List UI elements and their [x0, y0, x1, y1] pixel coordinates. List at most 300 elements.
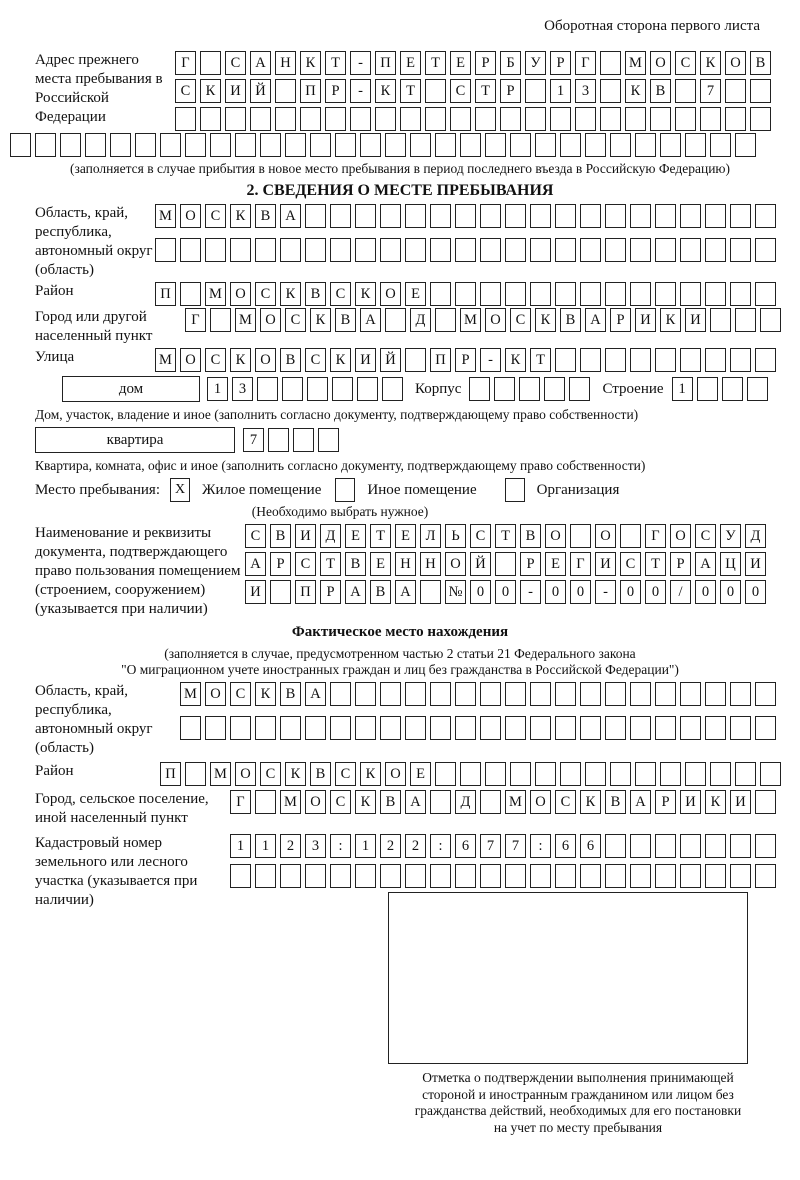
char-box[interactable] — [580, 348, 601, 372]
char-box[interactable] — [420, 580, 441, 604]
char-box[interactable]: И — [595, 552, 616, 576]
char-box[interactable]: : — [430, 834, 451, 858]
char-box[interactable]: 7 — [700, 79, 721, 103]
char-box[interactable] — [705, 204, 726, 228]
char-box[interactable]: - — [595, 580, 616, 604]
char-box[interactable]: Г — [175, 51, 196, 75]
char-box[interactable] — [235, 133, 256, 157]
char-box[interactable] — [705, 864, 726, 888]
char-box[interactable]: Р — [455, 348, 476, 372]
char-box[interactable] — [330, 864, 351, 888]
char-box[interactable]: В — [370, 580, 391, 604]
char-box[interactable]: В — [270, 524, 291, 548]
char-box[interactable] — [655, 864, 676, 888]
char-box[interactable] — [375, 107, 396, 131]
char-box[interactable] — [255, 716, 276, 740]
char-box[interactable] — [405, 348, 426, 372]
char-box[interactable] — [494, 377, 515, 401]
char-box[interactable] — [705, 348, 726, 372]
char-box[interactable] — [332, 377, 353, 401]
char-box[interactable] — [605, 204, 626, 228]
char-box[interactable] — [455, 282, 476, 306]
char-box[interactable]: И — [295, 524, 316, 548]
char-box[interactable] — [430, 238, 451, 262]
char-box[interactable] — [350, 107, 371, 131]
char-box[interactable] — [430, 282, 451, 306]
char-box[interactable]: 6 — [580, 834, 601, 858]
char-box[interactable] — [230, 716, 251, 740]
char-box[interactable]: 6 — [555, 834, 576, 858]
char-box[interactable] — [260, 133, 281, 157]
char-box[interactable] — [755, 834, 776, 858]
char-box[interactable] — [405, 682, 426, 706]
char-box[interactable]: № — [445, 580, 466, 604]
char-box[interactable] — [475, 107, 496, 131]
char-box[interactable]: К — [375, 79, 396, 103]
char-box[interactable] — [460, 133, 481, 157]
char-box[interactable]: С — [335, 762, 356, 786]
char-box[interactable] — [225, 107, 246, 131]
char-box[interactable]: С — [330, 282, 351, 306]
char-box[interactable] — [480, 864, 501, 888]
char-box[interactable]: Т — [645, 552, 666, 576]
char-box[interactable] — [530, 864, 551, 888]
char-box[interactable]: И — [680, 790, 701, 814]
char-box[interactable]: П — [430, 348, 451, 372]
char-box[interactable]: А — [280, 204, 301, 228]
char-box[interactable]: Р — [475, 51, 496, 75]
char-box[interactable] — [280, 238, 301, 262]
char-box[interactable] — [755, 790, 776, 814]
char-box[interactable]: С — [555, 790, 576, 814]
char-box[interactable] — [605, 348, 626, 372]
char-box[interactable] — [495, 552, 516, 576]
char-box[interactable]: 3 — [575, 79, 596, 103]
char-box[interactable] — [710, 308, 731, 332]
char-box[interactable] — [405, 864, 426, 888]
char-box[interactable] — [382, 377, 403, 401]
char-box[interactable] — [380, 204, 401, 228]
char-box[interactable] — [725, 79, 746, 103]
char-box[interactable] — [730, 204, 751, 228]
char-box[interactable]: С — [225, 51, 246, 75]
char-box[interactable]: Д — [410, 308, 431, 332]
char-box[interactable] — [355, 682, 376, 706]
char-box[interactable] — [655, 682, 676, 706]
char-box[interactable]: М — [210, 762, 231, 786]
char-box[interactable]: К — [505, 348, 526, 372]
char-box[interactable]: П — [375, 51, 396, 75]
char-box[interactable] — [555, 716, 576, 740]
char-box[interactable] — [610, 133, 631, 157]
char-box[interactable]: 0 — [745, 580, 766, 604]
char-box[interactable]: Г — [570, 552, 591, 576]
char-box[interactable]: Л — [420, 524, 441, 548]
char-box[interactable] — [330, 716, 351, 740]
char-box[interactable] — [605, 282, 626, 306]
char-box[interactable]: С — [255, 282, 276, 306]
char-box[interactable] — [630, 282, 651, 306]
char-box[interactable]: Р — [670, 552, 691, 576]
char-box[interactable] — [270, 580, 291, 604]
char-box[interactable]: А — [345, 580, 366, 604]
char-box[interactable] — [580, 204, 601, 228]
char-box[interactable] — [330, 682, 351, 706]
char-box[interactable] — [330, 238, 351, 262]
char-box[interactable] — [307, 377, 328, 401]
char-box[interactable]: Р — [610, 308, 631, 332]
char-box[interactable]: К — [625, 79, 646, 103]
char-box[interactable]: Т — [370, 524, 391, 548]
char-box[interactable] — [425, 79, 446, 103]
char-box[interactable] — [544, 377, 565, 401]
char-box[interactable] — [705, 682, 726, 706]
char-box[interactable]: С — [175, 79, 196, 103]
char-box[interactable]: А — [360, 308, 381, 332]
char-box[interactable] — [680, 282, 701, 306]
char-box[interactable]: Г — [575, 51, 596, 75]
char-box[interactable] — [210, 308, 231, 332]
char-box[interactable] — [755, 864, 776, 888]
char-box[interactable]: А — [695, 552, 716, 576]
char-box[interactable] — [630, 204, 651, 228]
char-box[interactable] — [505, 864, 526, 888]
char-box[interactable] — [760, 762, 781, 786]
char-box[interactable]: О — [385, 762, 406, 786]
char-box[interactable]: И — [355, 348, 376, 372]
char-box[interactable] — [480, 282, 501, 306]
char-box[interactable]: С — [330, 790, 351, 814]
char-box[interactable] — [760, 308, 781, 332]
char-box[interactable] — [605, 864, 626, 888]
char-box[interactable]: П — [300, 79, 321, 103]
char-box[interactable]: П — [160, 762, 181, 786]
char-box[interactable] — [200, 51, 221, 75]
char-box[interactable] — [555, 864, 576, 888]
char-box[interactable] — [430, 204, 451, 228]
char-box[interactable]: - — [520, 580, 541, 604]
char-box[interactable]: Т — [530, 348, 551, 372]
char-box[interactable] — [525, 79, 546, 103]
char-box[interactable]: Е — [345, 524, 366, 548]
char-box[interactable]: Д — [745, 524, 766, 548]
char-box[interactable] — [569, 377, 590, 401]
char-box[interactable] — [230, 864, 251, 888]
char-box[interactable] — [747, 377, 768, 401]
char-box[interactable]: Г — [185, 308, 206, 332]
char-box[interactable]: К — [330, 348, 351, 372]
char-box[interactable]: В — [520, 524, 541, 548]
char-box[interactable]: П — [295, 580, 316, 604]
char-box[interactable]: 0 — [720, 580, 741, 604]
char-box[interactable] — [430, 790, 451, 814]
char-box[interactable]: С — [620, 552, 641, 576]
char-box[interactable] — [510, 133, 531, 157]
char-box[interactable]: И — [745, 552, 766, 576]
char-box[interactable]: Р — [270, 552, 291, 576]
char-box[interactable] — [355, 864, 376, 888]
char-box[interactable]: С — [450, 79, 471, 103]
char-box[interactable]: Т — [475, 79, 496, 103]
char-box[interactable] — [330, 204, 351, 228]
char-box[interactable] — [605, 716, 626, 740]
char-box[interactable] — [650, 107, 671, 131]
char-box[interactable] — [600, 107, 621, 131]
char-box[interactable] — [455, 238, 476, 262]
char-box[interactable] — [455, 204, 476, 228]
char-box[interactable]: Т — [320, 552, 341, 576]
char-box[interactable] — [185, 133, 206, 157]
char-box[interactable] — [580, 716, 601, 740]
char-box[interactable]: 1 — [230, 834, 251, 858]
char-box[interactable] — [400, 107, 421, 131]
char-box[interactable] — [705, 282, 726, 306]
char-box[interactable] — [555, 282, 576, 306]
char-box[interactable] — [605, 238, 626, 262]
char-box[interactable] — [360, 133, 381, 157]
char-box[interactable] — [730, 864, 751, 888]
char-box[interactable]: С — [470, 524, 491, 548]
char-box[interactable]: К — [705, 790, 726, 814]
char-box[interactable] — [535, 133, 556, 157]
char-box[interactable] — [405, 204, 426, 228]
char-box[interactable] — [519, 377, 540, 401]
char-box[interactable] — [660, 133, 681, 157]
char-box[interactable]: С — [285, 308, 306, 332]
char-box[interactable] — [410, 133, 431, 157]
char-box[interactable]: А — [305, 682, 326, 706]
char-box[interactable]: С — [695, 524, 716, 548]
char-box[interactable]: У — [720, 524, 741, 548]
char-box[interactable] — [730, 682, 751, 706]
char-box[interactable] — [485, 762, 506, 786]
char-box[interactable] — [600, 79, 621, 103]
char-box[interactable] — [85, 133, 106, 157]
char-box[interactable]: О — [650, 51, 671, 75]
char-box[interactable] — [435, 133, 456, 157]
char-box[interactable] — [505, 716, 526, 740]
char-box[interactable] — [630, 682, 651, 706]
char-box[interactable]: В — [560, 308, 581, 332]
char-box[interactable] — [305, 238, 326, 262]
char-box[interactable]: В — [605, 790, 626, 814]
char-box[interactable]: А — [405, 790, 426, 814]
char-box[interactable]: С — [245, 524, 266, 548]
char-box[interactable] — [460, 762, 481, 786]
char-box[interactable]: 1 — [355, 834, 376, 858]
char-box[interactable]: И — [245, 580, 266, 604]
char-box[interactable] — [180, 238, 201, 262]
char-box[interactable]: О — [205, 682, 226, 706]
char-box[interactable]: : — [530, 834, 551, 858]
char-box[interactable] — [450, 107, 471, 131]
char-box[interactable] — [357, 377, 378, 401]
char-box[interactable] — [530, 716, 551, 740]
char-box[interactable] — [560, 133, 581, 157]
char-box[interactable]: В — [335, 308, 356, 332]
char-box[interactable] — [605, 834, 626, 858]
char-box[interactable] — [685, 762, 706, 786]
char-box[interactable]: В — [280, 348, 301, 372]
char-box[interactable] — [255, 238, 276, 262]
char-box[interactable] — [705, 716, 726, 740]
char-box[interactable]: В — [305, 282, 326, 306]
char-box[interactable] — [580, 864, 601, 888]
char-box[interactable]: 0 — [695, 580, 716, 604]
char-box[interactable]: Д — [320, 524, 341, 548]
char-box[interactable]: 0 — [495, 580, 516, 604]
char-box[interactable]: К — [355, 790, 376, 814]
char-box[interactable] — [280, 716, 301, 740]
char-box[interactable] — [735, 133, 756, 157]
char-box[interactable] — [250, 107, 271, 131]
char-box[interactable] — [655, 204, 676, 228]
char-box[interactable] — [755, 204, 776, 228]
char-box[interactable]: С — [675, 51, 696, 75]
char-box[interactable]: Т — [325, 51, 346, 75]
char-box[interactable]: И — [685, 308, 706, 332]
char-box[interactable]: О — [180, 204, 201, 228]
char-box[interactable]: А — [630, 790, 651, 814]
char-box[interactable]: К — [230, 348, 251, 372]
char-box[interactable] — [480, 716, 501, 740]
char-box[interactable]: У — [525, 51, 546, 75]
char-box[interactable] — [530, 238, 551, 262]
char-box[interactable] — [685, 133, 706, 157]
char-box[interactable]: М — [460, 308, 481, 332]
char-box[interactable] — [700, 107, 721, 131]
char-box[interactable]: С — [205, 348, 226, 372]
char-box[interactable] — [710, 762, 731, 786]
char-box[interactable]: 2 — [405, 834, 426, 858]
char-box[interactable]: К — [200, 79, 221, 103]
char-box[interactable] — [755, 238, 776, 262]
char-box[interactable] — [722, 377, 743, 401]
char-box[interactable]: М — [205, 282, 226, 306]
char-box[interactable] — [355, 716, 376, 740]
char-box[interactable]: Е — [545, 552, 566, 576]
char-box[interactable]: М — [155, 348, 176, 372]
char-box[interactable] — [560, 762, 581, 786]
char-box[interactable] — [480, 238, 501, 262]
char-box[interactable] — [275, 79, 296, 103]
checkbox-organizaciya[interactable] — [505, 478, 525, 502]
char-box[interactable]: 0 — [570, 580, 591, 604]
char-box[interactable] — [135, 133, 156, 157]
char-box[interactable] — [385, 308, 406, 332]
char-box[interactable]: В — [310, 762, 331, 786]
char-box[interactable]: Б — [500, 51, 521, 75]
char-box[interactable] — [305, 204, 326, 228]
char-box[interactable] — [730, 348, 751, 372]
char-box[interactable] — [655, 348, 676, 372]
char-box[interactable] — [485, 133, 506, 157]
char-box[interactable]: В — [345, 552, 366, 576]
char-box[interactable] — [430, 716, 451, 740]
char-box[interactable] — [730, 282, 751, 306]
char-box[interactable] — [730, 716, 751, 740]
char-box[interactable] — [525, 107, 546, 131]
char-box[interactable]: К — [255, 682, 276, 706]
char-box[interactable] — [655, 282, 676, 306]
char-box[interactable]: 2 — [380, 834, 401, 858]
char-box[interactable]: Е — [410, 762, 431, 786]
char-box[interactable] — [405, 238, 426, 262]
char-box[interactable] — [580, 682, 601, 706]
char-box[interactable] — [160, 133, 181, 157]
char-box[interactable]: К — [300, 51, 321, 75]
char-box[interactable]: - — [480, 348, 501, 372]
char-box[interactable]: М — [280, 790, 301, 814]
char-box[interactable] — [175, 107, 196, 131]
char-box[interactable]: И — [635, 308, 656, 332]
char-box[interactable]: Г — [230, 790, 251, 814]
char-box[interactable] — [630, 238, 651, 262]
char-box[interactable] — [425, 107, 446, 131]
char-box[interactable] — [575, 107, 596, 131]
char-box[interactable]: 2 — [280, 834, 301, 858]
char-box[interactable]: А — [585, 308, 606, 332]
char-box[interactable] — [635, 762, 656, 786]
char-box[interactable]: Р — [325, 79, 346, 103]
char-box[interactable] — [205, 238, 226, 262]
char-box[interactable] — [680, 204, 701, 228]
char-box[interactable]: Е — [395, 524, 416, 548]
char-box[interactable]: В — [380, 790, 401, 814]
char-box[interactable]: С — [205, 204, 226, 228]
char-box[interactable] — [570, 524, 591, 548]
char-box[interactable]: А — [245, 552, 266, 576]
char-box[interactable]: С — [305, 348, 326, 372]
char-box[interactable]: Р — [320, 580, 341, 604]
char-box[interactable]: Д — [455, 790, 476, 814]
char-box[interactable]: К — [285, 762, 306, 786]
char-box[interactable] — [355, 204, 376, 228]
char-box[interactable] — [505, 682, 526, 706]
char-box[interactable]: В — [255, 204, 276, 228]
char-box[interactable]: В — [280, 682, 301, 706]
char-box[interactable]: Т — [495, 524, 516, 548]
char-box[interactable] — [257, 377, 278, 401]
char-box[interactable] — [282, 377, 303, 401]
char-box[interactable]: О — [180, 348, 201, 372]
char-box[interactable]: Р — [550, 51, 571, 75]
char-box[interactable]: О — [595, 524, 616, 548]
char-box[interactable]: П — [155, 282, 176, 306]
char-box[interactable] — [710, 133, 731, 157]
char-box[interactable] — [605, 682, 626, 706]
char-box[interactable]: Н — [275, 51, 296, 75]
char-box[interactable] — [585, 762, 606, 786]
char-box[interactable]: / — [670, 580, 691, 604]
char-box[interactable] — [655, 238, 676, 262]
char-box[interactable]: С — [295, 552, 316, 576]
char-box[interactable]: Н — [420, 552, 441, 576]
char-box[interactable] — [430, 682, 451, 706]
char-box[interactable] — [455, 864, 476, 888]
char-box[interactable] — [555, 238, 576, 262]
char-box[interactable] — [380, 238, 401, 262]
char-box[interactable]: С — [230, 682, 251, 706]
char-box[interactable] — [680, 864, 701, 888]
char-box[interactable] — [60, 133, 81, 157]
char-box[interactable] — [680, 716, 701, 740]
char-box[interactable] — [585, 133, 606, 157]
char-box[interactable] — [620, 524, 641, 548]
char-box[interactable] — [280, 864, 301, 888]
char-box[interactable]: 0 — [620, 580, 641, 604]
checkbox-inoe-pomeshchenie[interactable] — [335, 478, 355, 502]
